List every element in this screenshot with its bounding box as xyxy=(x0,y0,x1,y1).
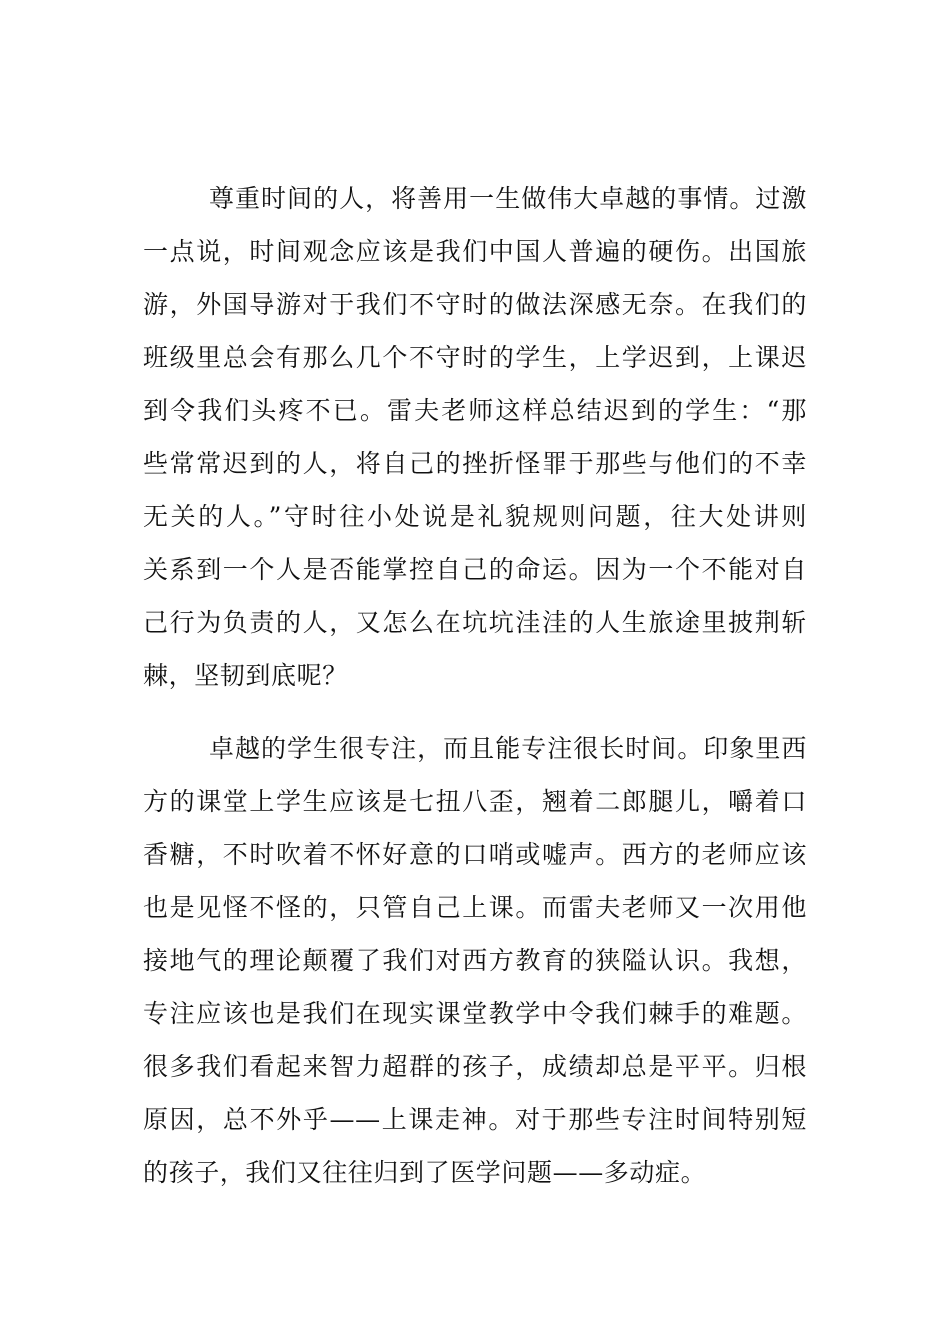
paragraph-line: 无关的人。”守时往小处说是礼貌规则问题，往大处讲则 xyxy=(143,502,807,531)
paragraph-line: 游，外国导游对于我们不守时的做法深感无奈。在我们的 xyxy=(143,290,807,319)
paragraph-line: 些常常迟到的人，将自己的挫折怪罪于那些与他们的不幸 xyxy=(143,449,807,478)
paragraph-line: 一点说，时间观念应该是我们中国人普遍的硬伤。出国旅 xyxy=(143,237,807,266)
paragraph-line: 接地气的理论颠覆了我们对西方教育的狭隘认识。我想， xyxy=(143,946,807,975)
paragraph-line: 很多我们看起来智力超群的孩子，成绩却总是平平。归根 xyxy=(143,1052,807,1081)
paragraph-focus xyxy=(143,722,807,1199)
paragraph-line: 方的课堂上学生应该是七扭八歪，翘着二郎腿儿，嚼着口 xyxy=(143,787,807,816)
paragraph-line: 香糖，不时吹着不怀好意的口哨或嘘声。西方的老师应该 xyxy=(143,840,807,869)
paragraph-line: 尊重时间的人，将善用一生做伟大卓越的事情。过激 xyxy=(209,184,807,213)
paragraph-line: 也是见怪不怪的，只管自己上课。而雷夫老师又一次用他 xyxy=(143,893,807,922)
paragraph-line: 原因，总不外乎——上课走神。对于那些专注时间特别短 xyxy=(143,1105,807,1134)
paragraph-line: 棘，坚韧到底呢？ xyxy=(143,661,348,690)
paragraph-line: 的孩子，我们又往往归到了医学问题——多动症。 xyxy=(143,1158,707,1187)
paragraph-line: 关系到一个人是否能掌控自己的命运。因为一个不能对自 xyxy=(143,555,807,584)
paragraph-punctuality xyxy=(143,172,807,702)
paragraph-line: 到令我们头疼不已。雷夫老师这样总结迟到的学生：“那 xyxy=(143,396,807,425)
paragraph-line: 专注应该也是我们在现实课堂教学中令我们棘手的难题。 xyxy=(143,999,807,1028)
paragraph-line: 卓越的学生很专注，而且能专注很长时间。印象里西 xyxy=(209,734,807,763)
paragraph-line: 班级里总会有那么几个不守时的学生，上学迟到，上课迟 xyxy=(143,343,807,372)
paragraph-line: 己行为负责的人，又怎么在坑坑洼洼的人生旅途里披荆斩 xyxy=(143,608,807,637)
